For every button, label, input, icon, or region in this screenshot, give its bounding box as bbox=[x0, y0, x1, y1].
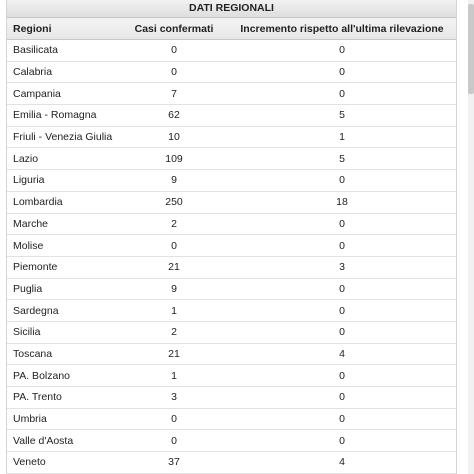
cell-increment: 1 bbox=[228, 126, 456, 148]
table-row bbox=[7, 83, 456, 105]
cell-region: Umbria bbox=[7, 408, 120, 430]
table-row bbox=[7, 105, 456, 127]
cell-increment: 0 bbox=[228, 321, 456, 343]
cell-increment: 0 bbox=[228, 387, 456, 409]
table-row bbox=[7, 40, 456, 62]
cell-increment: 0 bbox=[228, 300, 456, 322]
cell-region: Campania bbox=[7, 83, 120, 105]
table-row bbox=[7, 256, 456, 278]
cell-cases: 1 bbox=[120, 300, 228, 322]
cell-increment: 4 bbox=[228, 343, 456, 365]
cell-cases: 21 bbox=[120, 343, 228, 365]
cell-increment: 5 bbox=[228, 148, 456, 170]
cell-cases: 250 bbox=[120, 191, 228, 213]
scrollbar-thumb[interactable] bbox=[468, 4, 474, 94]
cell-cases: 0 bbox=[120, 235, 228, 257]
table-row bbox=[7, 387, 456, 409]
cell-region: PA. Bolzano bbox=[7, 365, 120, 387]
cell-cases: 9 bbox=[120, 170, 228, 192]
table-row bbox=[7, 321, 456, 343]
cell-increment: 0 bbox=[228, 61, 456, 83]
regional-data-table bbox=[6, 0, 457, 474]
cell-cases: 7 bbox=[120, 83, 228, 105]
cell-region: Sardegna bbox=[7, 300, 120, 322]
table-row bbox=[7, 148, 456, 170]
cell-cases: 37 bbox=[120, 452, 228, 474]
cell-region: Molise bbox=[7, 235, 120, 257]
table-row bbox=[7, 278, 456, 300]
cell-increment: 4 bbox=[228, 452, 456, 474]
table-row bbox=[7, 408, 456, 430]
cell-region: Calabria bbox=[7, 61, 120, 83]
column-header-region: Regioni bbox=[7, 18, 120, 40]
table-title: DATI REGIONALI bbox=[7, 0, 456, 18]
cell-increment: 0 bbox=[228, 40, 456, 62]
cell-cases: 21 bbox=[120, 256, 228, 278]
cell-region: Lazio bbox=[7, 148, 120, 170]
cell-increment: 5 bbox=[228, 105, 456, 127]
cell-region: Valle d'Aosta bbox=[7, 430, 120, 452]
table-row bbox=[7, 365, 456, 387]
cell-increment: 0 bbox=[228, 83, 456, 105]
cell-region: PA. Trento bbox=[7, 387, 120, 409]
cell-cases: 9 bbox=[120, 278, 228, 300]
table-row bbox=[7, 452, 456, 474]
column-header-cases: Casi confermati bbox=[120, 18, 228, 40]
table-body bbox=[7, 40, 456, 474]
cell-region: Veneto bbox=[7, 452, 120, 474]
cell-cases: 3 bbox=[120, 387, 228, 409]
table-row bbox=[7, 300, 456, 322]
cell-region: Emilia - Romagna bbox=[7, 105, 120, 127]
column-header-increment: Incremento rispetto all'ultima rilevazione bbox=[228, 18, 456, 40]
table-row bbox=[7, 170, 456, 192]
cell-region: Lombardia bbox=[7, 191, 120, 213]
table-row bbox=[7, 191, 456, 213]
cell-region: Puglia bbox=[7, 278, 120, 300]
cell-increment: 0 bbox=[228, 430, 456, 452]
cell-increment: 0 bbox=[228, 365, 456, 387]
cell-region: Liguria bbox=[7, 170, 120, 192]
table-row bbox=[7, 343, 456, 365]
cell-region: Toscana bbox=[7, 343, 120, 365]
table-row bbox=[7, 235, 456, 257]
cell-increment: 3 bbox=[228, 256, 456, 278]
cell-region: Sicilia bbox=[7, 321, 120, 343]
cell-increment: 18 bbox=[228, 191, 456, 213]
table-row bbox=[7, 213, 456, 235]
cell-region: Piemonte bbox=[7, 256, 120, 278]
cell-cases: 10 bbox=[120, 126, 228, 148]
cell-increment: 0 bbox=[228, 278, 456, 300]
table-row bbox=[7, 61, 456, 83]
regional-table bbox=[7, 0, 456, 474]
cell-cases: 62 bbox=[120, 105, 228, 127]
cell-region: Basilicata bbox=[7, 40, 120, 62]
cell-cases: 0 bbox=[120, 61, 228, 83]
table-row bbox=[7, 430, 456, 452]
cell-increment: 0 bbox=[228, 235, 456, 257]
cell-cases: 0 bbox=[120, 40, 228, 62]
cell-cases: 2 bbox=[120, 321, 228, 343]
cell-cases: 0 bbox=[120, 430, 228, 452]
table-row bbox=[7, 126, 456, 148]
cell-increment: 0 bbox=[228, 170, 456, 192]
cell-cases: 2 bbox=[120, 213, 228, 235]
cell-increment: 0 bbox=[228, 408, 456, 430]
cell-cases: 0 bbox=[120, 408, 228, 430]
cell-increment: 0 bbox=[228, 213, 456, 235]
cell-region: Marche bbox=[7, 213, 120, 235]
cell-region: Friuli - Venezia Giulia bbox=[7, 126, 120, 148]
cell-cases: 109 bbox=[120, 148, 228, 170]
cell-cases: 1 bbox=[120, 365, 228, 387]
vertical-scrollbar[interactable] bbox=[468, 0, 474, 474]
